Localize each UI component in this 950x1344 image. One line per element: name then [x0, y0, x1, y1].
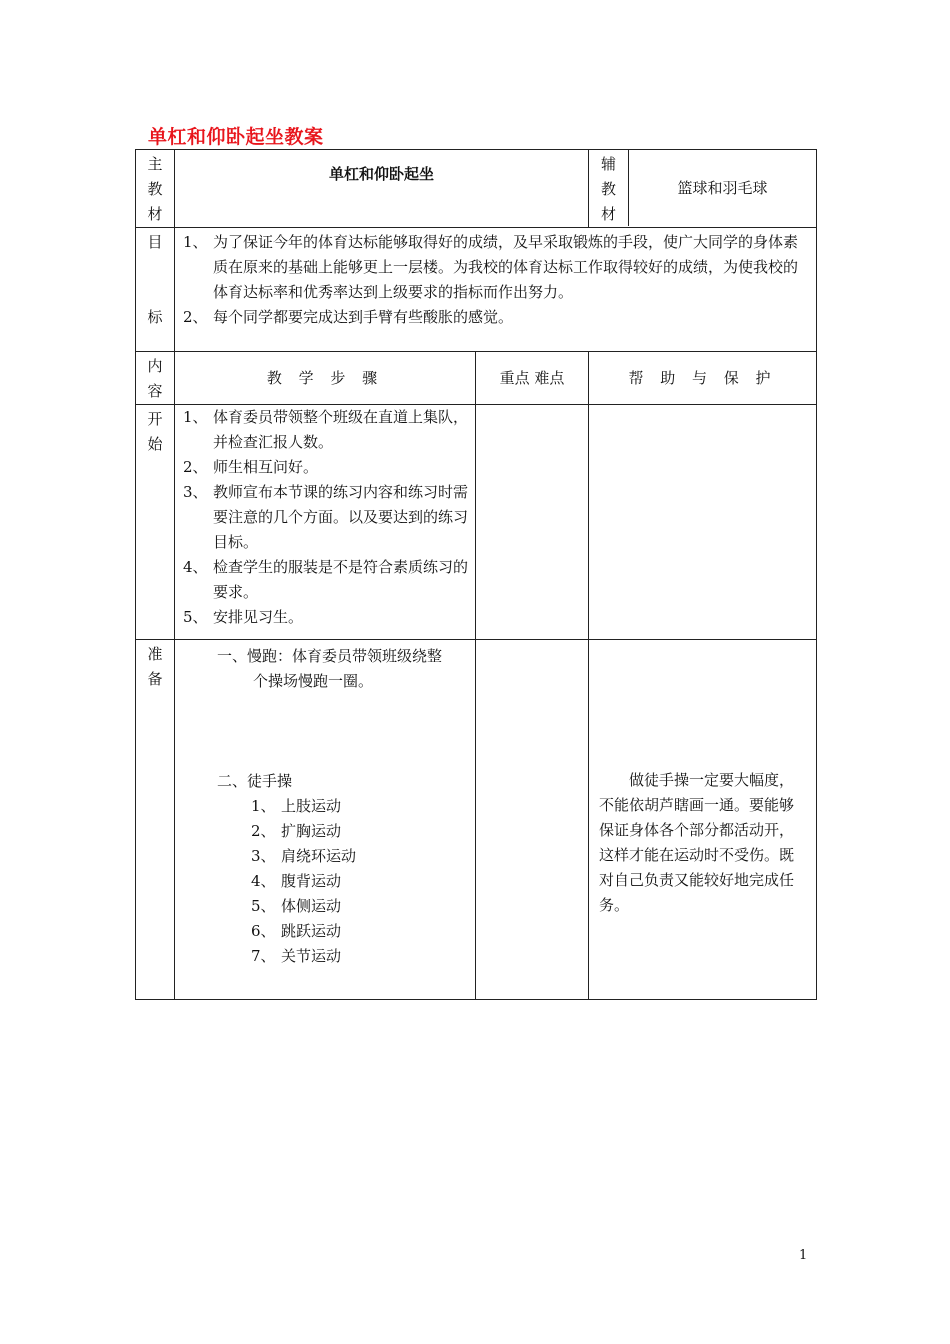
start-step: 1、 体育委员带领整个班级在直道上集队，并检查汇报人数。: [183, 408, 469, 451]
aux-material-cell: [589, 150, 817, 228]
goals-label: 目 标: [136, 228, 175, 352]
page-number: 1: [799, 1248, 808, 1263]
exercise-item: 4、 腹背运动: [251, 872, 342, 890]
start-key-points: [476, 405, 589, 640]
header-key-points: 重点 难点: [476, 352, 589, 405]
exercise-item: 2、 扩胸运动: [251, 822, 342, 840]
start-step: 5、 安排见习生。: [183, 608, 304, 626]
content-label: 内 容: [136, 352, 175, 405]
document-title: 单杠和仰卧起坐教案: [148, 126, 324, 148]
exercise-item: 5、 体侧运动: [251, 897, 342, 915]
row-headers: [136, 352, 817, 405]
prep-run-tail: 个操场慢跑一圈。: [253, 672, 374, 690]
start-step: 2、 师生相互问好。: [183, 458, 319, 476]
header-help: 帮 助 与 保 护: [589, 352, 817, 405]
prep-steps: [175, 640, 476, 1000]
row-start: [136, 405, 817, 640]
start-step: 3、 教师宣布本节课的练习内容和练习时需要注意的几个方面。以及要达到的练习目标。: [183, 483, 469, 551]
start-steps: [175, 405, 476, 640]
header-steps: 教 学 步 骤: [175, 352, 476, 405]
main-material-label: 主 教 材: [136, 150, 175, 228]
main-material: 单杠和仰卧起坐: [175, 150, 589, 228]
exercise-item: 1、 上肢运动: [251, 797, 342, 815]
prep-key-points: [476, 640, 589, 1000]
prep-run: 一、慢跑：体育委员带领班级绕整: [217, 647, 443, 665]
prep-label: 准 备: [136, 640, 175, 1000]
start-help: [589, 405, 817, 640]
start-step: 4、 检查学生的服装是不是符合素质练习的要求。: [183, 558, 469, 601]
lesson-plan-table: [135, 149, 817, 1000]
row-goals: [136, 228, 817, 352]
start-label: 开 始: [136, 405, 175, 640]
goals-list: [175, 228, 817, 352]
goal-item: 2、 每个同学都要完成达到手臂有些酸胀的感觉。: [183, 308, 514, 326]
exercise-item: 6、 跳跃运动: [251, 922, 342, 940]
row-prep: [136, 640, 817, 1000]
prep-exercise-head: 二、徒手操: [217, 772, 293, 790]
prep-help: 做徒手操一定要大幅度，不能依胡芦瞎画一通。要能够保证身体各个部分都活动开，这样才能在运动时不受伤。既对自己负责又能较好地完成任务。: [589, 640, 817, 1000]
exercise-item: 7、 关节运动: [251, 947, 342, 965]
goal-item: 1、 为了保证今年的体育达标能够取得好的成绩，及早采取锻炼的手段，使广大同学的身体素质在原来的基础上能够更上一层楼。为我校的体育达标工作取得较好的成绩，为使我校的体育达标率和优秀率达到上级要求的指标而作出努力。: [183, 233, 799, 301]
aux-material: 篮球和羽毛球: [677, 178, 768, 197]
aux-material-label: 辅 教 材: [589, 150, 629, 226]
row-materials: [136, 150, 817, 228]
exercise-item: 3、 肩绕环运动: [251, 847, 357, 865]
